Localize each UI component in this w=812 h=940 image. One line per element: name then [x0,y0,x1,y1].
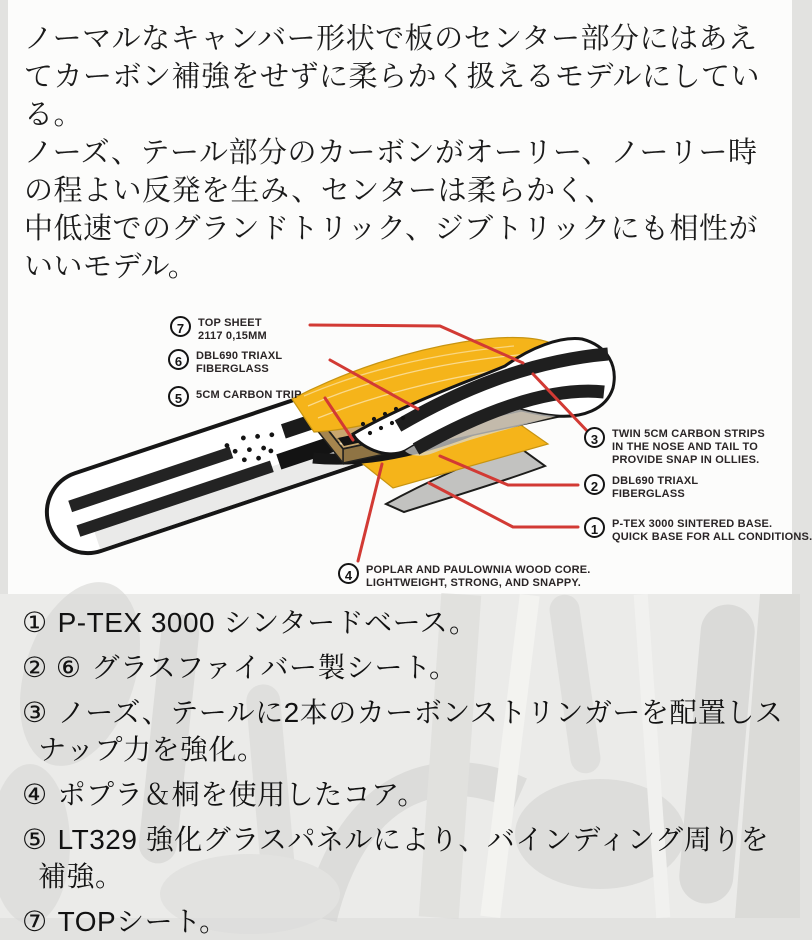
spec-item-number: ⑦ [22,906,48,937]
spec-item-base [22,604,790,641]
spec-item-text: ノーズ、テールに2本のカーボンストリンガーを配置しスナップ力を強化。 [38,697,784,765]
spec-item-number: ⑤ [22,824,48,855]
callout-number-6: 6 [168,349,189,370]
callout-number-7: 7 [170,316,191,337]
intro-text [8,0,792,286]
intro-paragraph: 中低速でのグランドトリック、ジブトリックにも相性がいいモデル。 [24,213,759,283]
callout-label: TWIN 5CM CARBON STRIPS [612,428,765,440]
callout-label: QUICK BASE FOR ALL CONDITIONS. [612,531,812,543]
callout-ptex-base [584,517,812,544]
callout-label: IN THE NOSE AND TAIL TO [612,441,758,453]
callout-fiberglass-bottom [584,474,698,501]
spec-item-top-sheet [22,903,790,940]
spec-item-number: ④ [22,779,48,810]
callout-number-1: 1 [584,517,605,538]
callout-label: DBL690 TRIAXL [612,475,699,487]
callout-number-5: 5 [168,386,189,407]
snowboard-construction-diagram [8,306,812,594]
spec-item-number: ① [22,607,48,638]
callout-twin-carbon-strips [584,427,765,467]
callout-label: 5CM CARBON TRIP [196,389,302,401]
callout-wood-core [338,563,591,590]
callout-fiberglass-top [168,349,282,376]
callout-label: FIBERGLASS [196,363,269,375]
callout-number-4: 4 [338,563,359,584]
callout-label: 2117 0,15MM [198,330,267,342]
callout-carbon-strip [168,386,302,407]
spec-items [0,594,800,940]
spec-item-text: TOPシート。 [57,906,228,937]
spec-item-number: ② ⑥ [22,652,82,683]
spec-item-text: LT329 強化グラスパネルにより、バインディング周りを補強。 [38,824,770,892]
callout-top-sheet [170,316,267,343]
spec-list-section [0,594,800,937]
callout-label: POPLAR AND PAULOWNIA WOOD CORE. [366,564,591,576]
callout-number-3: 3 [584,427,605,448]
callout-number-2: 2 [584,474,605,495]
callout-label: PROVIDE SNAP IN OLLIES. [612,454,760,466]
spec-item-number: ③ [22,697,48,728]
intro-paragraph: ノーズ、テール部分のカーボンがオーリー、ノーリー時の程よい反発を生み、センターは柔らかく、 [24,137,758,207]
callout-label: LIGHTWEIGHT, STRONG, AND SNAPPY. [366,577,582,589]
spec-item-text: P-TEX 3000 シンタードベース。 [57,607,478,638]
spec-item-glass-panel [22,821,790,895]
content-panel [8,0,812,594]
spec-item-wood-core [22,776,790,813]
intro-paragraph: ノーマルなキャンバー形状で板のセンター部分にはあえてカーボン補強をせずに柔らかく扱えるモデルにしている。 [24,23,761,131]
spec-item-text: ポプラ＆桐を使用したコア。 [57,779,426,810]
spec-item-carbon-stringer [22,694,790,768]
callout-label: FIBERGLASS [612,488,685,500]
spec-item-text: グラスファイバー製シート。 [91,652,458,683]
callout-label: P-TEX 3000 SINTERED BASE. [612,518,773,530]
callout-label: TOP SHEET [198,317,262,329]
callout-label: DBL690 TRIAXL [196,350,283,362]
spec-item-fiberglass [22,649,790,686]
